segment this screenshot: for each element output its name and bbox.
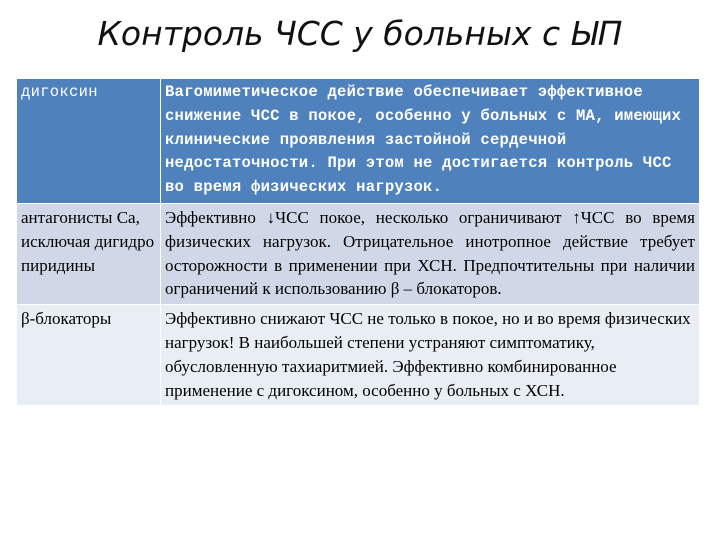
drug-name-cell: антагонисты Са, исключая дигидро пиридины [17, 203, 161, 304]
drug-description-cell: Эффективно ↓ЧСС покое, несколько ограничивают ↑ЧСС во время физических нагрузок. Отрицательное инотропное действие требует осторожности в применении при ХСН. Предпочтительны при наличии ограничений к использованию β – блокаторов. [161, 203, 700, 304]
drug-table [16, 78, 700, 406]
table-row-beta-blockers [17, 305, 700, 406]
drug-description-cell: Эффективно снижают ЧСС не только в покое, но и во время физических нагрузок! В наибольшей степени устраняют симптоматику, обусловленную тахиаритмией. Эффективно комбинированное применение с дигоксином, особенно у больных с ХСН. [161, 305, 700, 406]
drug-name-cell: β-блокаторы [17, 305, 161, 406]
slide-title: Контроль ЧСС у больных с ЫП [97, 14, 623, 53]
table-row-digoxin [17, 79, 700, 204]
drug-name-cell: дигоксин [17, 79, 161, 204]
drug-description-cell: Вагомиметическое действие обеспечивает эффективное снижение ЧСС в покое, особенно у больных с МА, имеющих клинические проявления застойной сердечной недостаточности. При этом не достигается контроль ЧСС во время физических нагрузок. [161, 79, 700, 204]
table-row-calcium-antagonists [17, 203, 700, 304]
